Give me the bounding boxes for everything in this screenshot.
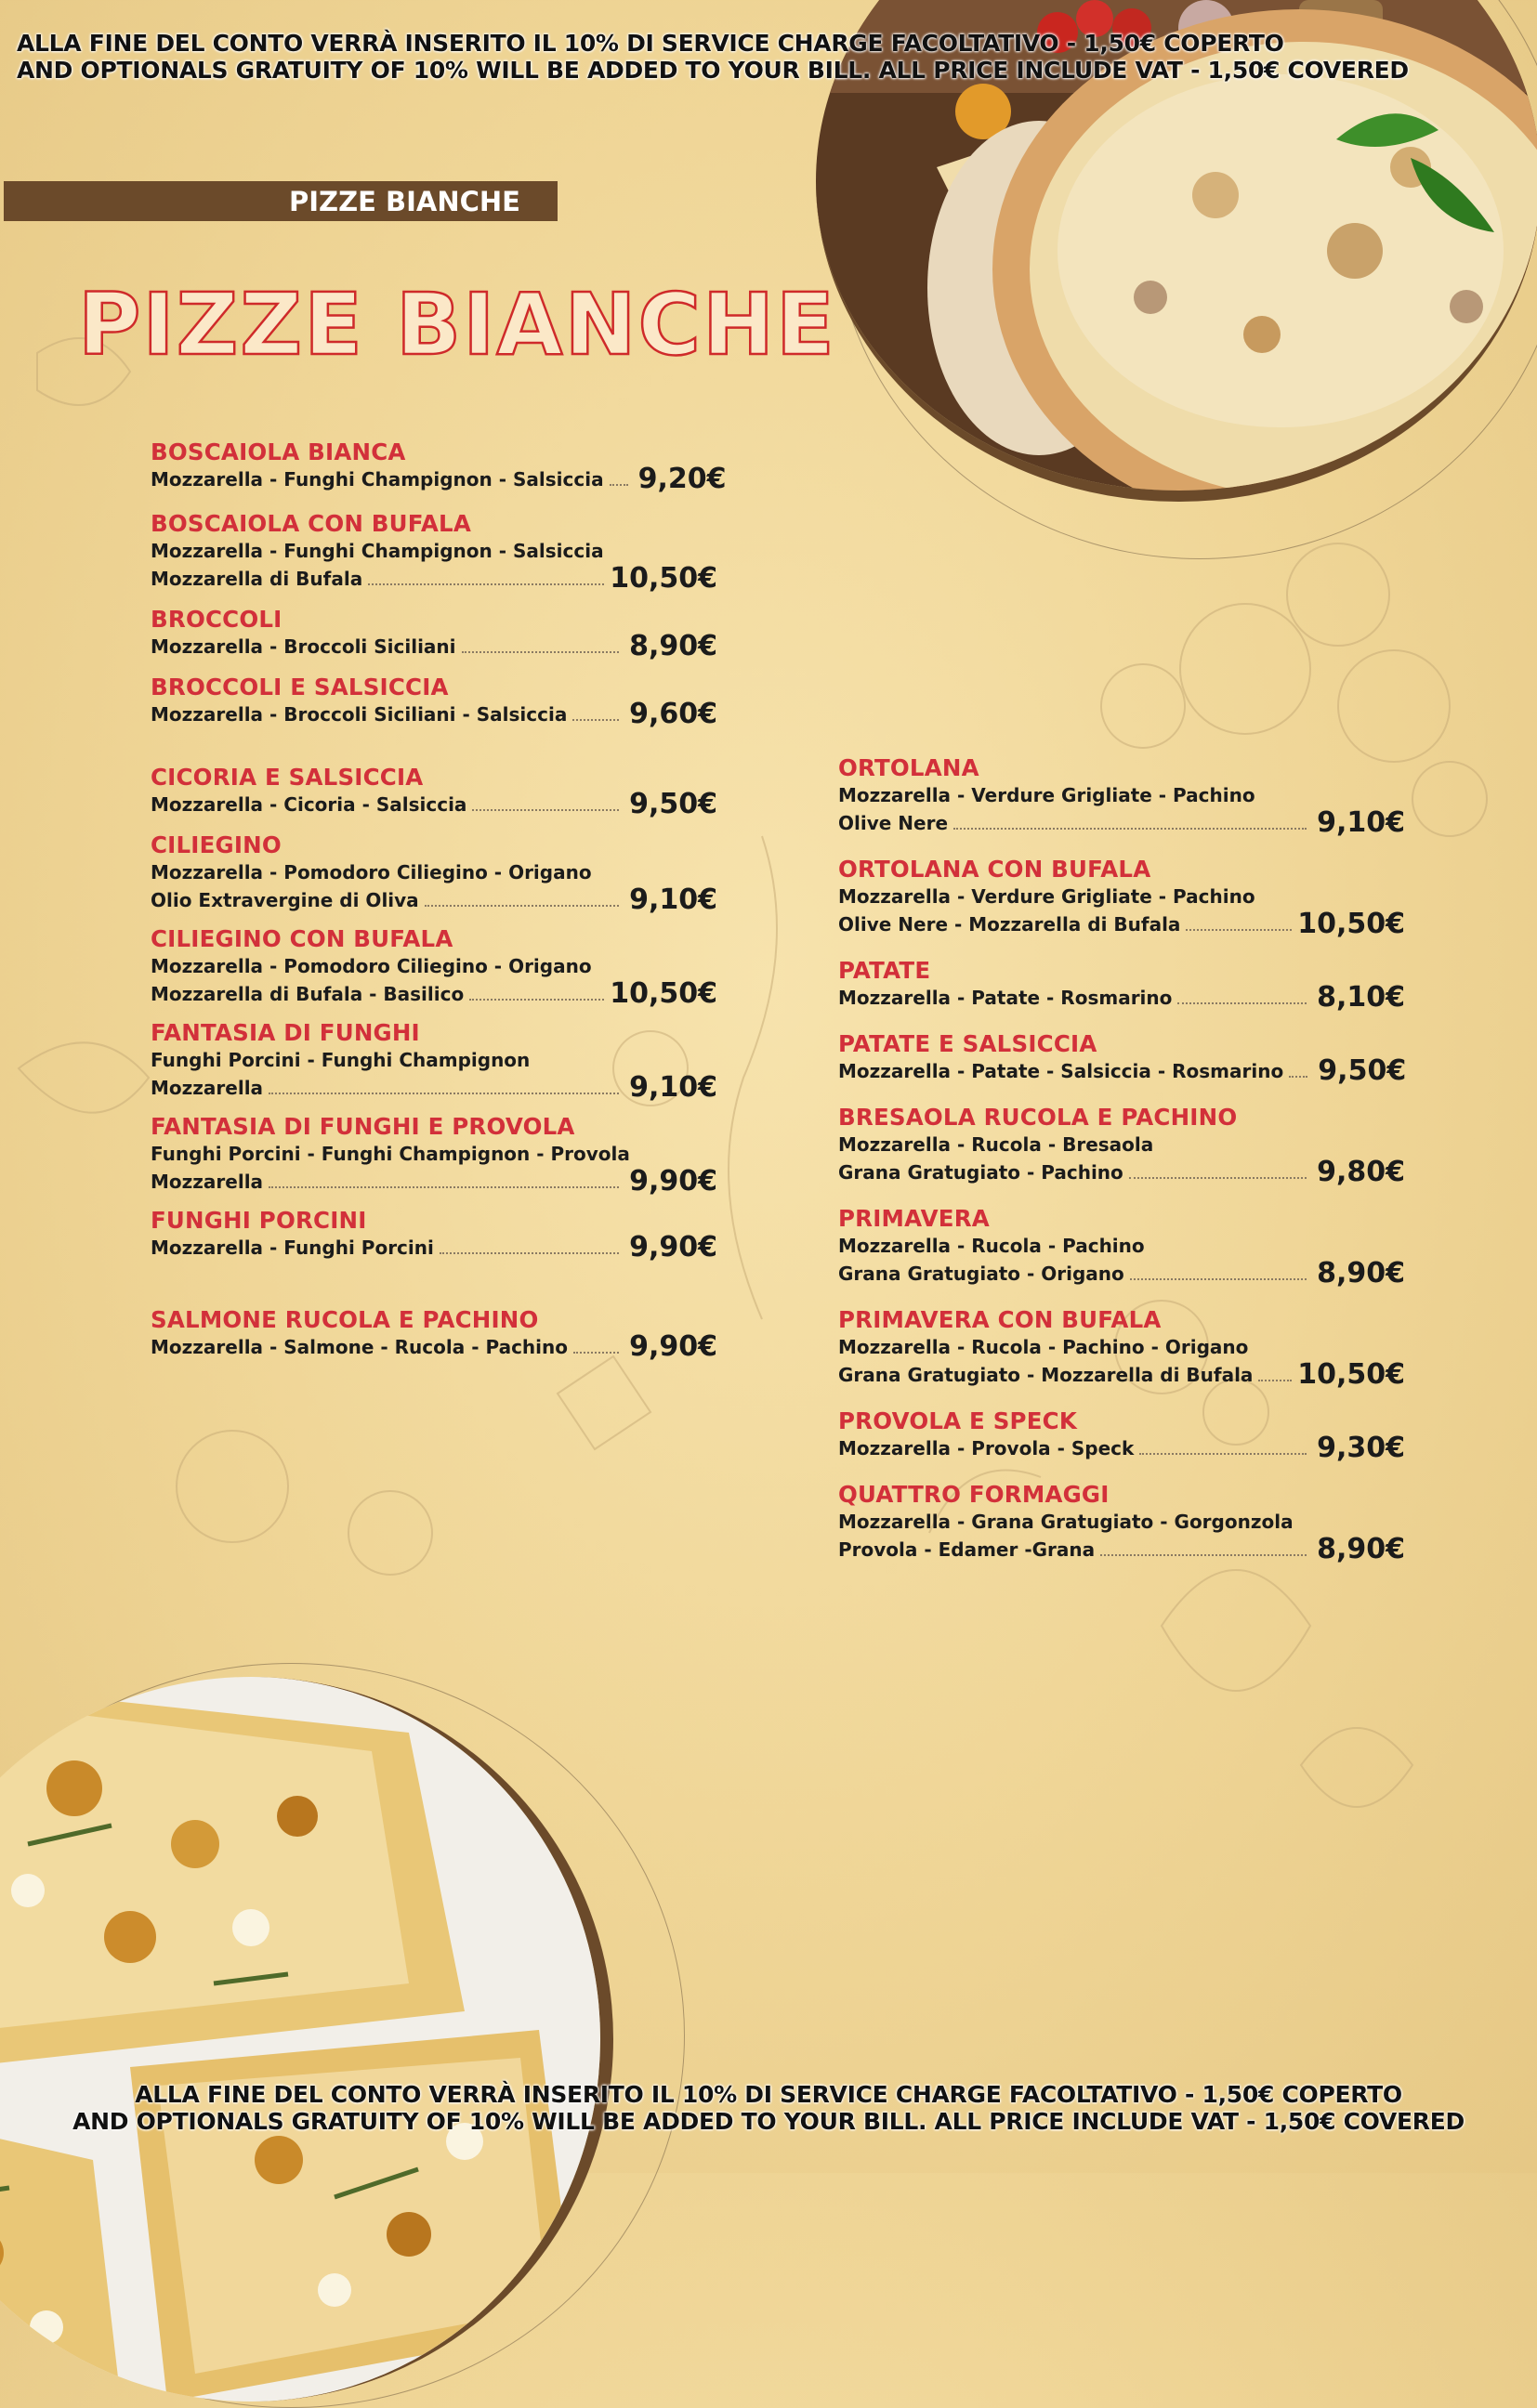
item-ingredients: Mozzarella - Patate - Rosmarino (838, 987, 1173, 1009)
dotted-leader (469, 999, 604, 1001)
item-ingredients: Mozzarella - Verdure Grigliate - Pachino (838, 885, 1255, 908)
menu-item (151, 510, 717, 593)
item-ingredients: Mozzarella - Funghi Porcini (151, 1237, 434, 1259)
dotted-leader (1129, 1177, 1307, 1179)
dotted-leader (1100, 1554, 1307, 1556)
item-ingredients: Mozzarella - Funghi Champignon - Salsiccia (151, 540, 604, 562)
service-charge-notice-bottom (0, 2081, 1537, 2135)
item-ingredients: Mozzarella - Salmone - Rucola - Pachino (151, 1336, 569, 1358)
item-ingredients: Mozzarella - Grana Gratugiato - Gorgonzola (838, 1511, 1294, 1533)
menu-item (838, 754, 1405, 837)
notice-line-english: AND OPTIONALS GRATUITY OF 10% WILL BE ADDED TO YOUR BILL. ALL PRICE INCLUDE VAT - 1,50€ COVERED (72, 2108, 1465, 2135)
dotted-leader (1186, 929, 1292, 931)
item-price: 8,90€ (1317, 1257, 1405, 1289)
item-name: QUATTRO FORMAGGI (838, 1481, 1110, 1508)
item-name: SALMONE RUCOLA E PACHINO (151, 1306, 539, 1333)
dotted-leader (472, 809, 619, 811)
menu-item (838, 856, 1405, 938)
menu-item (151, 606, 717, 661)
item-name: PRIMAVERA (838, 1205, 990, 1232)
item-name: BOSCAIOLA CON BUFALA (151, 510, 472, 537)
item-ingredients: Mozzarella - Patate - Salsiccia - Rosmarino (838, 1060, 1284, 1082)
item-name: ORTOLANA CON BUFALA (838, 856, 1151, 883)
item-ingredients: Olio Extravergine di Oliva (151, 889, 419, 911)
item-ingredients: Mozzarella (151, 1077, 264, 1099)
dotted-leader (1258, 1380, 1292, 1381)
menu-item (151, 764, 717, 818)
item-name: PATATE E SALSICCIA (838, 1030, 1097, 1057)
item-price: 9,90€ (629, 1231, 717, 1263)
item-ingredients: Funghi Porcini - Funghi Champignon - Provola (151, 1143, 630, 1165)
dotted-leader (573, 1352, 619, 1354)
item-price: 8,90€ (1317, 1533, 1405, 1565)
dotted-leader (953, 828, 1307, 830)
item-name: BROCCOLI E SALSICCIA (151, 674, 449, 700)
service-charge-notice-top (17, 30, 1466, 84)
menu-item (838, 1104, 1405, 1186)
menu-item (838, 1030, 1405, 1085)
item-price: 10,50€ (1297, 1358, 1405, 1391)
dotted-leader (368, 583, 604, 585)
item-price: 8,90€ (629, 630, 717, 662)
item-ingredients: Mozzarella - Cicoria - Salsiccia (151, 793, 467, 816)
item-name: BRESAOLA RUCOLA E PACHINO (838, 1104, 1238, 1131)
menu-item (151, 1306, 717, 1361)
item-name: CILIEGINO CON BUFALA (151, 925, 453, 952)
item-price: 10,50€ (610, 977, 717, 1010)
item-ingredients: Mozzarella - Rucola - Pachino - Origano (838, 1336, 1249, 1358)
item-price: 9,90€ (629, 1330, 717, 1363)
item-name: FANTASIA DI FUNGHI (151, 1019, 420, 1046)
section-banner (4, 181, 558, 221)
item-price: 9,50€ (629, 788, 717, 820)
dotted-leader (610, 484, 628, 486)
dotted-leader (440, 1252, 619, 1254)
item-name: PATATE (838, 957, 931, 984)
item-name: PROVOLA E SPECK (838, 1407, 1078, 1434)
item-price: 9,30€ (1317, 1432, 1405, 1464)
item-ingredients: Mozzarella - Broccoli Siciliani (151, 635, 456, 658)
dotted-leader (462, 651, 619, 653)
dotted-leader (269, 1093, 619, 1094)
menu-item (151, 438, 727, 495)
item-ingredients: Funghi Porcini - Funghi Champignon (151, 1049, 531, 1071)
menu-item (151, 925, 717, 1008)
item-name: ORTOLANA (838, 754, 979, 781)
item-name: BOSCAIOLA BIANCA (151, 438, 406, 465)
item-price: 9,20€ (637, 463, 727, 495)
dotted-leader (1130, 1278, 1307, 1280)
item-ingredients: Mozzarella di Bufala - Basilico (151, 983, 465, 1005)
item-price: 10,50€ (610, 562, 717, 595)
item-ingredients: Mozzarella - Rucola - Pachino (838, 1235, 1145, 1257)
item-name: FANTASIA DI FUNGHI E PROVOLA (151, 1113, 575, 1140)
item-ingredients: Mozzarella - Rucola - Bresaola (838, 1133, 1154, 1156)
white-pizza-slices-photo (0, 1677, 613, 2401)
dotted-leader (1177, 1002, 1307, 1004)
item-ingredients: Grana Gratugiato - Pachino (838, 1161, 1123, 1184)
item-name: PRIMAVERA CON BUFALA (838, 1306, 1162, 1333)
menu-column-left (151, 438, 727, 1363)
dotted-leader (572, 719, 619, 721)
item-ingredients: Grana Gratugiato - Mozzarella di Bufala (838, 1364, 1254, 1386)
item-price: 9,80€ (1317, 1156, 1405, 1188)
menu-item (838, 957, 1405, 1012)
item-ingredients: Mozzarella - Broccoli Siciliani - Salsiccia (151, 703, 568, 726)
item-price: 10,50€ (1297, 908, 1405, 940)
item-name: CILIEGINO (151, 831, 282, 858)
notice-line-english: AND OPTIONALS GRATUITY OF 10% WILL BE ADDED TO YOUR BILL. ALL PRICE INCLUDE VAT - 1,50€ COVERED (17, 57, 1409, 84)
item-ingredients: Olive Nere - Mozzarella di Bufala (838, 913, 1181, 936)
item-price: 9,10€ (1317, 806, 1405, 839)
section-banner-label: PIZZE BIANCHE (289, 185, 520, 217)
menu-item (151, 1207, 717, 1262)
menu-column-right (838, 754, 1405, 1564)
menu-item (151, 674, 717, 728)
menu-item (838, 1205, 1405, 1288)
menu-item (151, 831, 717, 914)
item-ingredients: Mozzarella - Pomodoro Ciliegino - Origano (151, 861, 592, 883)
item-price: 9,10€ (629, 883, 717, 916)
item-price: 9,50€ (1318, 1054, 1407, 1087)
menu-item (838, 1306, 1405, 1389)
item-ingredients: Grana Gratugiato - Origano (838, 1263, 1124, 1285)
item-name: FUNGHI PORCINI (151, 1207, 367, 1234)
item-ingredients: Mozzarella (151, 1171, 264, 1193)
item-ingredients: Mozzarella - Provola - Speck (838, 1437, 1135, 1459)
item-ingredients: Mozzarella di Bufala (151, 568, 363, 590)
item-price: 8,10€ (1317, 981, 1405, 1014)
dotted-leader (269, 1186, 619, 1188)
item-price: 9,60€ (629, 698, 717, 730)
item-ingredients: Olive Nere (838, 812, 949, 834)
item-ingredients: Provola - Edamer -Grana (838, 1538, 1096, 1561)
item-name: BROCCOLI (151, 606, 282, 633)
notice-line-italian: ALLA FINE DEL CONTO VERRÀ INSERITO IL 10% DI SERVICE CHARGE FACOLTATIVO - 1,50€ COPERTO (17, 30, 1284, 57)
item-name: CICORIA E SALSICCIA (151, 764, 424, 791)
menu-item (838, 1481, 1405, 1564)
item-ingredients: Mozzarella - Verdure Grigliate - Pachino (838, 784, 1255, 806)
dotted-leader (1139, 1453, 1307, 1455)
notice-line-italian: ALLA FINE DEL CONTO VERRÀ INSERITO IL 10% DI SERVICE CHARGE FACOLTATIVO - 1,50€ COPERTO (135, 2081, 1402, 2108)
menu-item (838, 1407, 1405, 1462)
section-title: PIZZE BIANCHE (78, 275, 836, 374)
item-price: 9,10€ (629, 1071, 717, 1104)
item-ingredients: Mozzarella - Pomodoro Ciliegino - Origano (151, 955, 592, 977)
dotted-leader (425, 905, 619, 907)
menu-item (151, 1019, 717, 1102)
dotted-leader (1289, 1076, 1307, 1078)
item-ingredients: Mozzarella - Funghi Champignon - Salsiccia (151, 468, 604, 491)
item-price: 9,90€ (629, 1165, 717, 1197)
menu-item (151, 1113, 717, 1196)
